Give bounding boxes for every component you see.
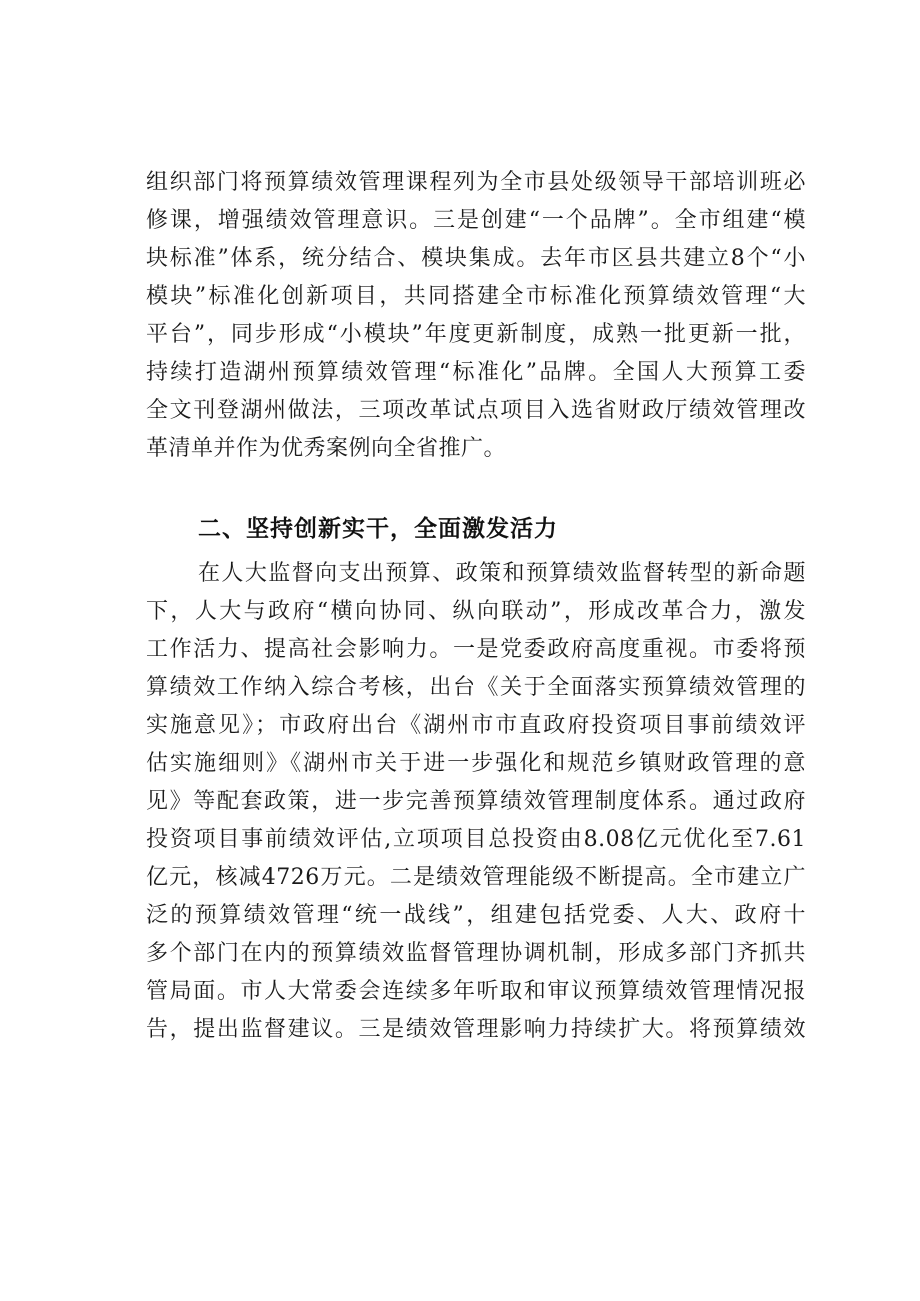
body-paragraph-2 [146,555,806,1049]
paragraph-line: 见》等配套政策，进一步完善预算绩效管理制度体系。通过政府 [146,789,806,814]
paragraph-line: 亿元，核减4726万元。二是绩效管理能级不断提高。全市建立广 [146,865,806,890]
paragraph-line: 块标准”体系，统分结合、模块集成。去年市区县共建立8个“小 [146,246,806,271]
paragraph-line: 持续打造湖州预算绩效管理“标准化”品牌。全国人大预算工委 [146,360,806,385]
paragraph-line: 模块”标准化创新项目，共同搭建全市标准化预算绩效管理“大 [146,284,806,309]
paragraph-line: 革清单并作为优秀案例向全省推广。 [146,436,507,461]
paragraph-line: 下，人大与政府“横向协同、纵向联动”，形成改革合力，激发 [146,599,806,624]
paragraph-line: 泛的预算绩效管理“统一战线”，组建包括党委、人大、政府十 [146,903,806,928]
paragraph-line: 投资项目事前绩效评估,立项项目总投资由8.08亿元优化至7.61 [146,827,806,852]
section-heading: 二、坚持创新实干，全面激发活力 [198,516,558,542]
paragraph-line: 全文刊登湖州做法，三项改革试点项目入选省财政厅绩效管理改 [146,398,806,423]
paragraph-line: 平台”，同步形成“小模块”年度更新制度，成熟一批更新一批， [146,322,806,347]
paragraph-line: 组织部门将预算绩效管理课程列为全市县处级领导干部培训班必 [146,170,806,195]
paragraph-line: 管局面。市人大常委会连续多年听取和审议预算绩效管理情况报 [146,979,806,1004]
paragraph-line: 实施意见》；市政府出台《湖州市市直政府投资项目事前绩效评 [146,713,806,738]
body-paragraph-1 [146,164,806,468]
paragraph-line: 多个部门在内的预算绩效监督管理协调机制，形成多部门齐抓共 [146,941,806,966]
paragraph-line: 在人大监督向支出预算、政策和预算绩效监督转型的新命题 [198,561,806,586]
paragraph-line: 估实施细则》《湖州市关于进一步强化和规范乡镇财政管理的意 [146,751,806,776]
paragraph-line: 算绩效工作纳入综合考核，出台《关于全面落实预算绩效管理的 [146,675,806,700]
paragraph-line: 工作活力、提高社会影响力。一是党委政府高度重视。市委将预 [146,637,806,662]
paragraph-line: 修课，增强绩效管理意识。三是创建“一个品牌”。全市组建“模 [146,208,806,233]
paragraph-line: 告，提出监督建议。三是绩效管理影响力持续扩大。将预算绩效 [146,1017,806,1042]
